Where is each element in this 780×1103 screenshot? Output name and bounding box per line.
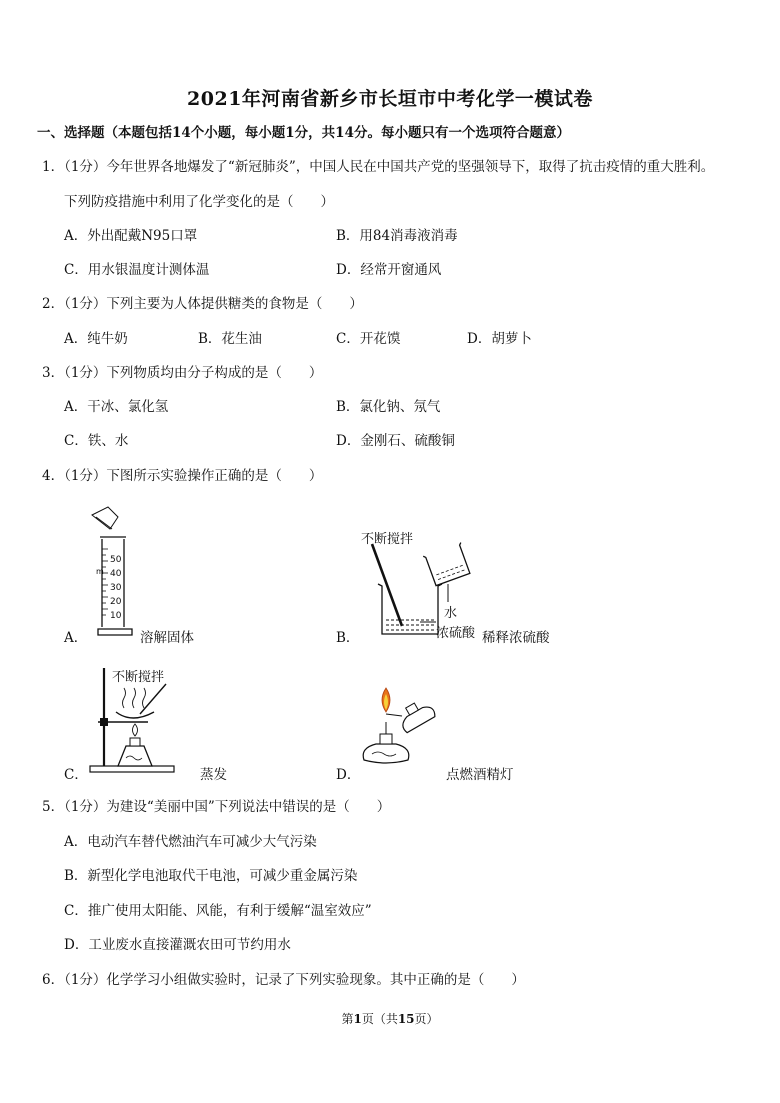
- footer-total-pages: 15: [397, 1012, 415, 1026]
- q1-stem-cont: 下列防疫措施中利用了化学变化的是（ ）: [64, 194, 334, 210]
- q3-stem: 3．（1分）下列物质均由分子构成的是（ ）: [42, 365, 323, 381]
- section-heading: 一、选择题（本题包括14个小题，每小题1分，共14分。每小题只有一个选项符合题意）: [37, 125, 570, 141]
- q1-option-b: B．用84消毒液消毒: [336, 228, 458, 244]
- footer-page-number: 1: [353, 1012, 362, 1026]
- q2-option-a: A．纯牛奶: [64, 331, 128, 347]
- q4-c-label-stir: 不断搅拌: [112, 670, 165, 685]
- page-footer: [0, 1010, 780, 1027]
- q4-option-a-caption: 溶解固体: [140, 630, 194, 646]
- q1-option-c: C．用水银温度计测体温: [64, 262, 210, 278]
- q3-option-c: C．铁、水: [64, 433, 129, 449]
- q1-option-a: A．外出配戴N95口罩: [64, 228, 198, 244]
- q5-option-b: B．新型化学电池取代干电池，可减少重金属污染: [64, 868, 358, 884]
- q4-option-c-letter: C．: [64, 767, 88, 783]
- q4-stem: 4．（1分）下图所示实验操作正确的是（ ）: [42, 468, 323, 484]
- q3-option-d: D．金刚石、硫酸铜: [336, 433, 455, 449]
- q6-stem: 6．（1分）化学学习小组做实验时，记录了下列实验现象。其中正确的是（ ）: [42, 972, 525, 988]
- q4-a-tick-30: 30: [110, 583, 122, 593]
- q4-a-tick-20: 20: [110, 597, 122, 607]
- q4-option-b-letter: B．: [336, 630, 360, 646]
- q1-stem: 1．（1分）今年世界各地爆发了“新冠肺炎”，中国人民在中国共产党的坚强领导下，取得了抗击疫情的重大胜利。: [42, 159, 715, 175]
- q3-option-b: B．氯化钠、氖气: [336, 399, 441, 415]
- q4-option-d-caption: 点燃酒精灯: [446, 767, 514, 783]
- footer-prefix: 第: [341, 1012, 354, 1026]
- q4-a-tick-10: 10: [110, 611, 122, 621]
- q2-option-b: B．花生油: [198, 331, 262, 347]
- q3-option-a: A．干冰、氯化氢: [64, 399, 169, 415]
- q2-option-d: D．胡萝卜: [467, 331, 532, 347]
- q4-b-label-water: 水: [444, 606, 458, 621]
- q2-stem: 2．（1分）下列主要为人体提供糖类的食物是（ ）: [42, 296, 363, 312]
- footer-suffix: 页）: [414, 1012, 439, 1026]
- q4-option-a-letter: A．: [64, 630, 88, 646]
- q5-stem: 5．（1分）为建设“美丽中国”下列说法中错误的是（ ）: [42, 799, 391, 815]
- q4-b-label-stir: 不断搅拌: [361, 532, 414, 547]
- q4-a-tick-50: 50: [110, 555, 122, 565]
- q5-option-d: D．工业废水直接灌溉农田可节约用水: [64, 937, 291, 953]
- q4-figure-a-cylinder: [88, 505, 148, 640]
- svg-text:m: m: [96, 567, 104, 576]
- page-title: 2021年河南省新乡市长垣市中考化学一模试卷: [187, 88, 593, 110]
- q4-option-c-caption: 蒸发: [200, 767, 227, 783]
- q4-b-label-acid: 浓硫酸: [436, 626, 476, 641]
- q5-option-a: A．电动汽车替代燃油汽车可减少大气污染: [64, 834, 317, 850]
- q2-option-c: C．开花馍: [336, 331, 401, 347]
- footer-mid: 页（共: [361, 1012, 398, 1026]
- q4-option-b-caption: 稀释浓硫酸: [482, 630, 550, 646]
- q4-option-d-letter: D．: [336, 767, 361, 783]
- q4-figure-d-alcohol-lamp: [356, 686, 446, 776]
- q4-a-tick-40: 40: [110, 569, 122, 579]
- q1-option-d: D．经常开窗通风: [336, 262, 442, 278]
- q5-option-c: C．推广使用太阳能、风能，有利于缓解“温室效应”: [64, 903, 372, 919]
